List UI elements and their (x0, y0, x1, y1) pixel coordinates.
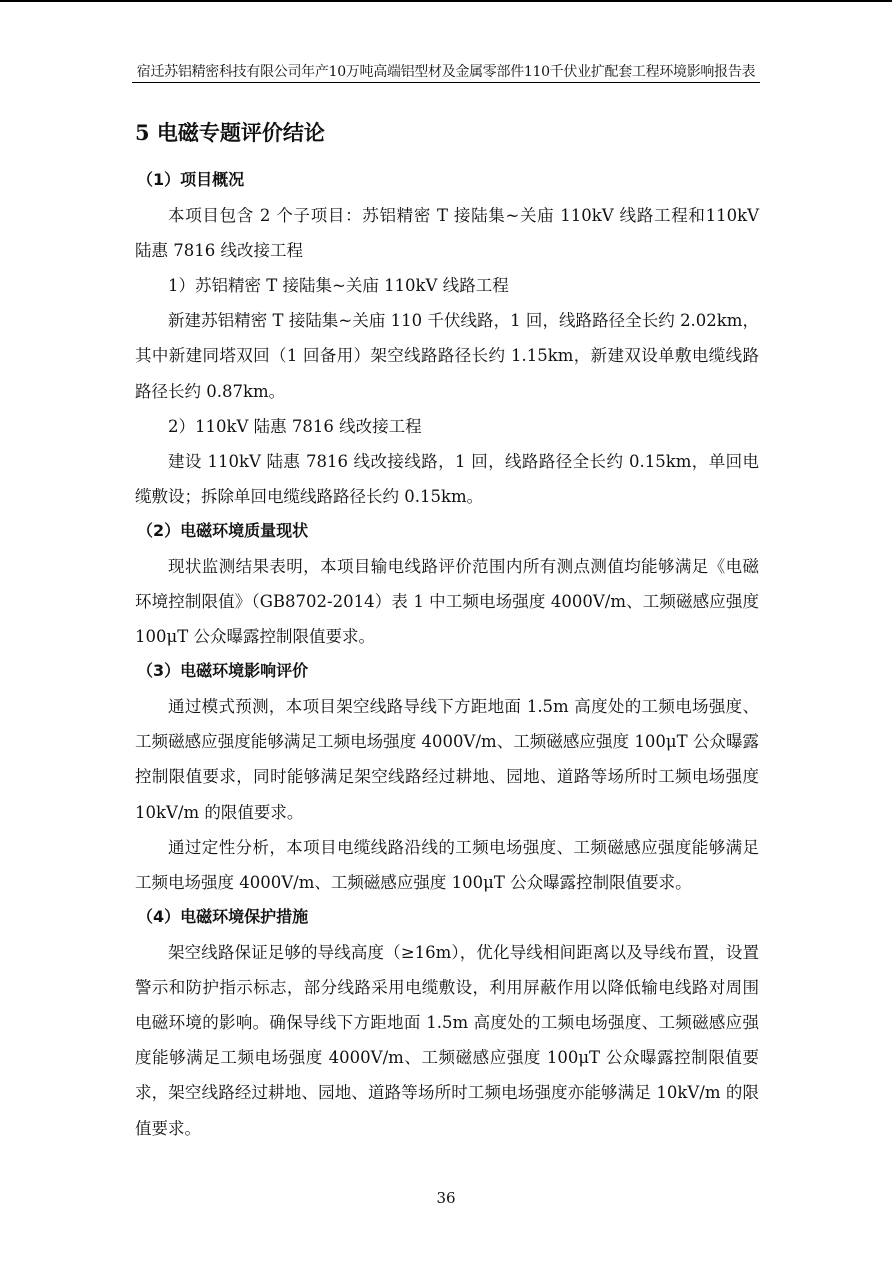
running-header: 宿迁苏铝精密科技有限公司年产10万吨高端铝型材及金属零部件110千伏业扩配套工程环境影响报告表 (136, 64, 756, 80)
paragraph: 通过模式预测，本项目架空线路导线下方距地面 1.5m 高度处的工频电场强度、工频磁感应强度能够满足工频电场强度 4000V/m、工频磁感应强度 100μT 公众曝露控制限值要求，同时能够满足架空线路经过耕地、园地、道路等场所时工频电场强度 10kV/m 的限值要求。 (135, 696, 759, 822)
section-em-impact-assessment (135, 654, 759, 900)
paragraph: 现状监测结果表明，本项目输电线路评价范围内所有测点测值均能够满足《电磁环境控制限值》（GB8702-2014）表 1 中工频电场强度 4000V/m、工频磁感应强度 100μT 公众曝露控制限值要求。 (135, 556, 759, 647)
section-heading: （1）项目概况 (137, 170, 245, 189)
subproject-label: 1）苏铝精密 T 接陆集~关庙 110kV 线路工程 (168, 275, 509, 295)
paragraph: 建设 110kV 陆惠 7816 线改接线路，1 回，线路路径全长约 0.15km，单回电缆敷设；拆除单回电缆线路路径长约 0.15km。 (135, 451, 759, 507)
document-body (135, 163, 759, 1146)
subproject-label: 2）110kV 陆惠 7816 线改接工程 (168, 416, 422, 436)
section-heading: （4）电磁环境保护措施 (137, 907, 309, 927)
paragraph: 本项目包含 2 个子项目：苏铝精密 T 接陆集~关庙 110kV 线路工程和110kV 陆惠 7816 线改接工程 (135, 205, 759, 260)
header-rule (132, 82, 760, 83)
section-em-protection-measures (135, 900, 759, 1146)
section-heading: （3）电磁环境影响评价 (137, 661, 309, 681)
section-project-overview (135, 163, 759, 514)
section-title: 5 电磁专题评价结论 (135, 120, 325, 145)
section-heading: （2）电磁环境质量现状 (137, 521, 309, 541)
paragraph: 新建苏铝精密 T 接陆集~关庙 110 千伏线路，1 回，线路路径全长约 2.02km，其中新建同塔双回（1 回备用）架空线路路径长约 1.15km，新建双设单敷电缆线路路径长约 0.87km。 (135, 311, 759, 401)
paragraph: 架空线路保证足够的导线高度（≥16m），优化导线相间距离以及导线布置，设置警示和防护指示标志，部分线路采用电缆敷设，利用屏蔽作用以降低输电线路对周围电磁环境的影响。确保导线下方距地面 1.5m 高度处的工频电场强度、工频磁感应强度能够满足工频电场强度 4000V/m、工频磁感应强度 100μT 公众曝露控制限值要求，架空线路经过耕地、园地、道路等场所时工频电场强度亦能够满足 10kV/m 的限值要求。 (135, 942, 759, 1138)
page-number: 36 (436, 1189, 456, 1207)
page-top-border (0, 0, 892, 2)
section-em-quality-status (135, 514, 759, 654)
paragraph: 通过定性分析，本项目电缆线路沿线的工频电场强度、工频磁感应强度能够满足工频电场强度 4000V/m、工频磁感应强度 100μT 公众曝露控制限值要求。 (135, 837, 759, 892)
